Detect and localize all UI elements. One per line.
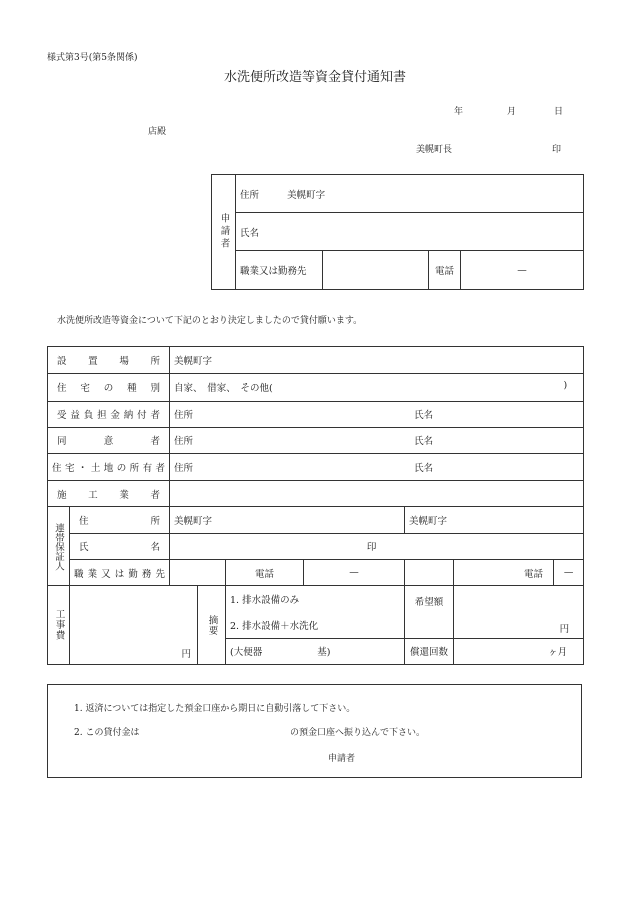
applicant-name-row[interactable] [236,213,584,251]
note-2-prefix: 2. この貸付金は [74,728,140,738]
guarantor-phone-value-2[interactable]: — [554,559,584,585]
toilet-label: (大便器 [230,647,263,659]
desired-field[interactable] [454,586,584,638]
applicant-name-label: 氏名 [240,227,260,239]
summary-label: 摘要 [198,586,226,665]
consenter-label: 同意者 [57,436,161,448]
guarantor-occupation-label: 職業又は勤務先 [74,568,166,580]
house-type-label: 住宅の種別 [57,383,161,395]
intro-text: 水洗便所改造等資金について下記のとおり決定しましたので貸付願います。 [57,316,363,326]
owner-label: 住宅・土地の所有者 [52,463,166,475]
consenter-address-label: 住所 [174,436,194,448]
guarantor-address-label: 住所 [79,516,161,528]
note-2-suffix: の預金口座へ振り込んで下さい。 [290,728,426,738]
applicant-address-label: 住所 [240,189,260,201]
guarantor-address-2[interactable]: 美幌町字 [405,507,584,533]
guarantor-phone-value-1[interactable]: — [304,559,405,585]
guarantor-address-1[interactable]: 美幌町字 [170,507,405,533]
payer-address-label: 住所 [174,410,194,422]
applicant-occupation-field[interactable] [323,251,429,290]
applicant-label: 申請者 [212,175,236,290]
repay-field[interactable] [454,638,584,664]
repay-label: 償還回数 [405,638,454,664]
contractor-field[interactable] [170,481,584,507]
date-day: 日 [554,107,564,117]
form-number: 様式第3号(第5条関係) [47,53,138,63]
payer-name-label: 氏名 [414,410,434,422]
owner-field[interactable] [170,453,584,480]
issuer: 美幌町長 [416,145,453,155]
guarantor-label: 連帯保証人 [48,507,70,586]
guarantor-occupation-1[interactable] [170,559,226,585]
applicant-occupation-label: 職業又は勤務先 [236,251,323,290]
applicant-table [211,174,584,290]
toilet-field[interactable] [226,638,405,664]
guarantor-occupation-2[interactable] [405,559,454,585]
date-year: 年 [454,107,464,117]
guarantor-phone-label-1: 電話 [226,559,304,585]
option-2-text: 2. 排水設備＋水洗化 [230,620,319,632]
guarantor-phone-label-2: 電話 [454,559,554,585]
cost-field[interactable] [70,586,198,665]
payer-label: 受益負担金納付者 [57,410,161,422]
applicant-phone-label: 電話 [429,251,461,290]
house-type-field[interactable] [170,374,584,401]
site-label: 設置場所 [57,356,161,368]
desired-label-text: 希望額 [414,597,444,609]
addressee: 店殿 [148,127,167,137]
applicant-phone-value[interactable]: — [461,251,584,290]
option-1[interactable] [226,586,405,612]
cost-yen: 円 [181,649,192,660]
repay-unit: ヶ月 [548,647,568,659]
contractor-label: 施工業者 [57,489,161,501]
notes-signer: 申請者 [328,754,356,764]
desired-yen: 円 [559,623,570,635]
guarantor-seal: 印 [366,542,377,554]
date-month: 月 [507,107,517,117]
guarantor-name-field[interactable] [170,533,584,559]
house-type-options: 自家、 借家、 その他( [174,383,273,395]
option-1-text: 1. 排水設備のみ [230,595,300,607]
applicant-address-value: 美幌町字 [287,189,326,201]
details-table [47,346,584,665]
issuer-seal: 印 [552,145,562,155]
note-1: 1. 返済については指定した預金口座から期日に自動引落して下さい。 [74,704,356,714]
option-2[interactable] [226,612,405,638]
applicant-address-row[interactable] [236,175,584,213]
payer-field[interactable] [170,401,584,427]
toilet-unit: 基) [317,647,331,659]
owner-name-label: 氏名 [414,463,434,475]
notes-box [47,684,582,778]
page-title: 水洗便所改造等資金貸付通知書 [223,70,406,85]
consenter-field[interactable] [170,427,584,453]
guarantor-name-label: 氏名 [79,542,161,554]
cost-label: 工事費 [48,586,70,665]
desired-label [405,586,454,638]
house-type-close: ) [563,380,568,392]
consenter-name-label: 氏名 [414,436,434,448]
owner-address-label: 住所 [174,463,194,475]
site-value[interactable]: 美幌町字 [170,347,584,374]
